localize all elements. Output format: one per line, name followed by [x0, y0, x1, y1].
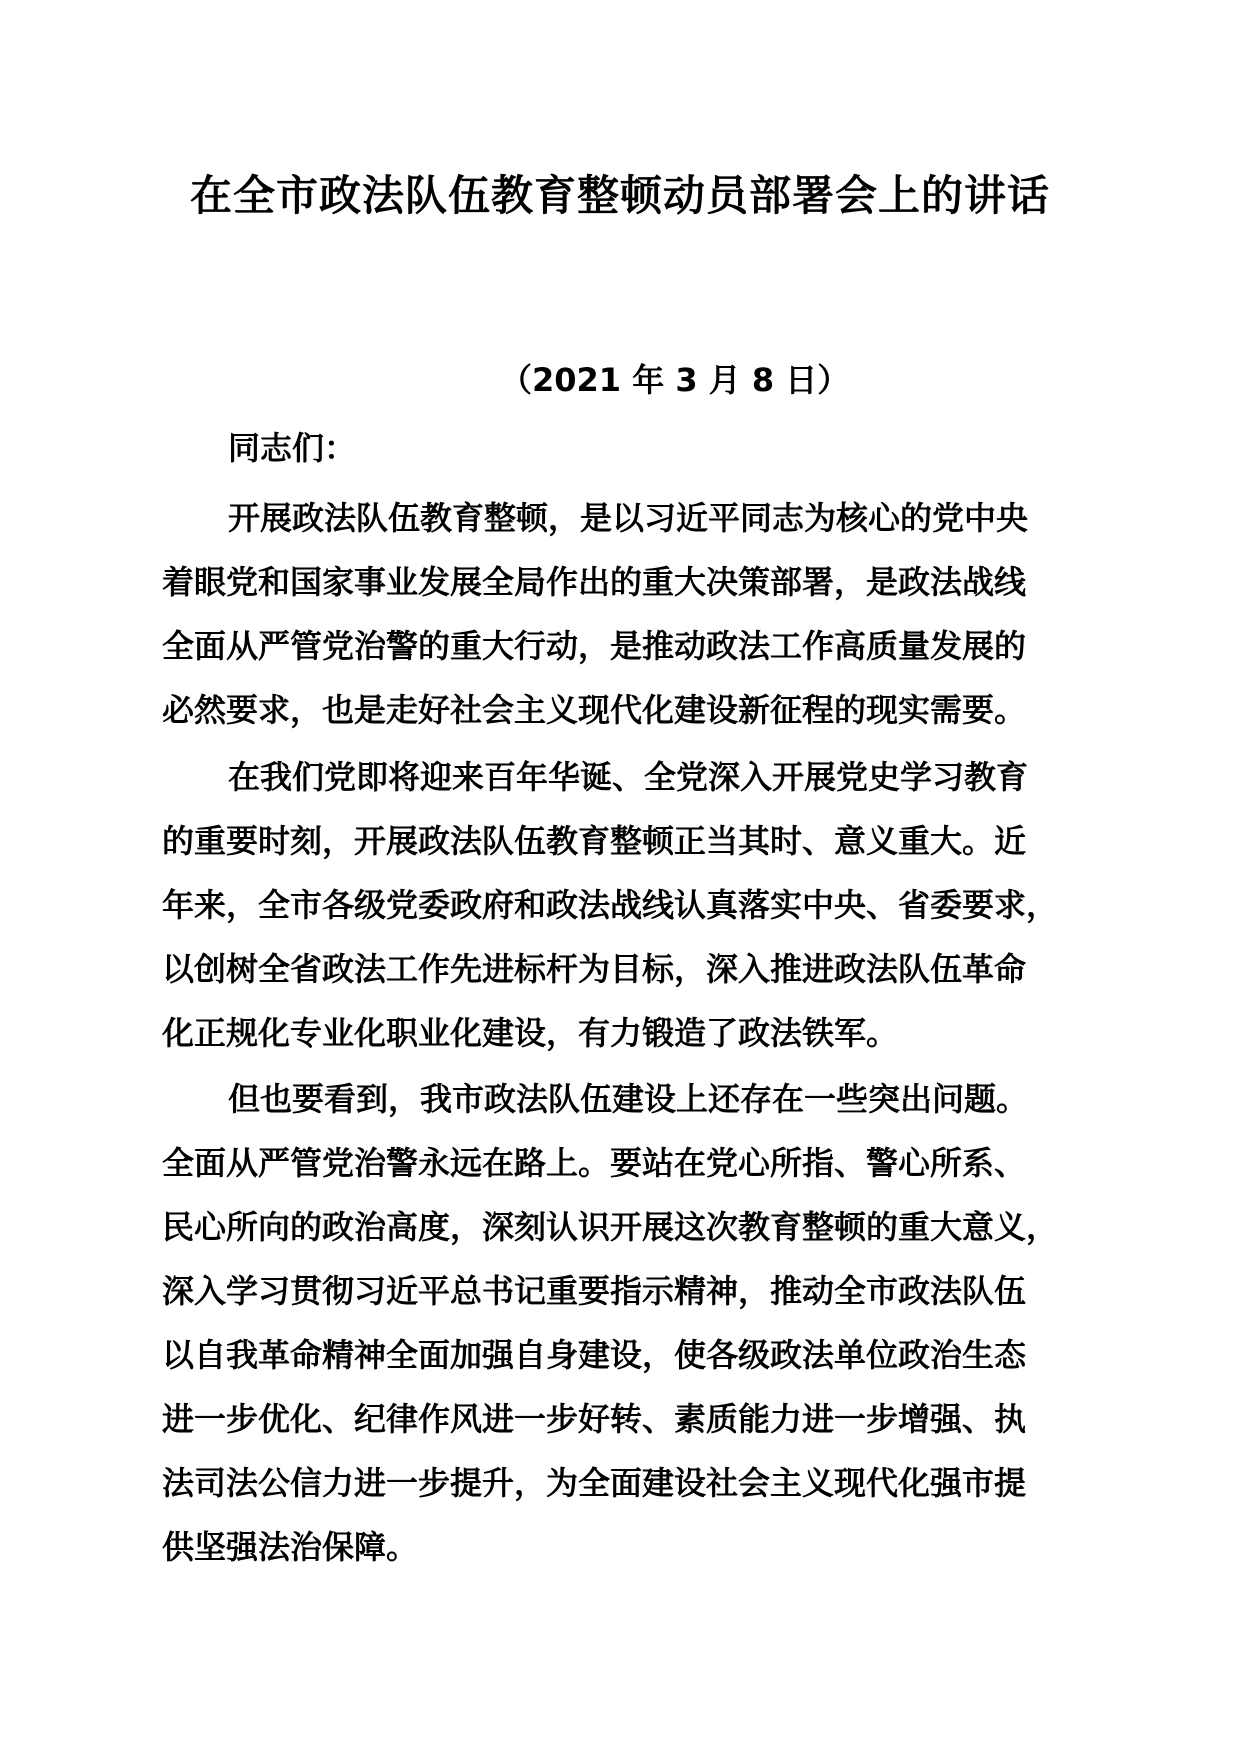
paragraph-line: 法司法公信力进一步提升，为全面建设社会主义现代化强市提 [162, 1464, 1027, 1502]
paragraph-line: 以自我革命精神全面加强自身建设，使各级政法单位政治生态 [162, 1336, 1027, 1374]
paragraph-3 [162, 1067, 1082, 1579]
paragraph-line: 以创树全省政法工作先进标杆为目标，深入推进政法队伍革命 [162, 950, 1027, 988]
paragraph-line: 但也要看到，我市政法队伍建设上还存在一些突出问题。 [228, 1080, 1029, 1118]
paragraph-line: 进一步优化、纪律作风进一步好转、素质能力进一步增强、执 [162, 1400, 1027, 1438]
paragraph-line: 全面从严管党治警永远在路上。要站在党心所指、警心所系、 [162, 1144, 1027, 1182]
paragraph-line: 开展政法队伍教育整顿，是以习近平同志为核心的党中央 [228, 499, 1029, 537]
page-title: 在全市政法队伍教育整顿动员部署会上的讲话 [189, 171, 1050, 220]
paragraph-2 [162, 745, 1082, 1065]
paragraph-1 [162, 486, 1082, 742]
paragraph-line: 民心所向的政治高度，深刻认识开展这次教育整顿的重大意义， [162, 1208, 1059, 1246]
paragraph-line: 在我们党即将迎来百年华诞、全党深入开展党史学习教育 [228, 758, 1029, 796]
paragraph-line: 年来，全市各级党委政府和政法战线认真落实中央、省委要求， [162, 886, 1059, 924]
paragraph-line: 供坚强法治保障。 [162, 1528, 419, 1566]
salutation: 同志们： [228, 429, 357, 467]
paragraph-line: 化正规化专业化职业化建设，有力锻造了政法铁军。 [162, 1014, 899, 1052]
paragraph-line: 全面从严管党治警的重大行动，是推动政法工作高质量发展的 [162, 627, 1027, 665]
speech-date: （2021 年 3 月 8 日） [500, 361, 850, 399]
paragraph-line: 深入学习贯彻习近平总书记重要指示精神，推动全市政法队伍 [162, 1272, 1027, 1310]
paragraph-line: 的重要时刻，开展政法队伍教育整顿正当其时、意义重大。近 [162, 822, 1027, 860]
paragraph-line: 着眼党和国家事业发展全局作出的重大决策部署，是政法战线 [162, 563, 1027, 601]
paragraph-line: 必然要求，也是走好社会主义现代化建设新征程的现实需要。 [162, 691, 1027, 729]
